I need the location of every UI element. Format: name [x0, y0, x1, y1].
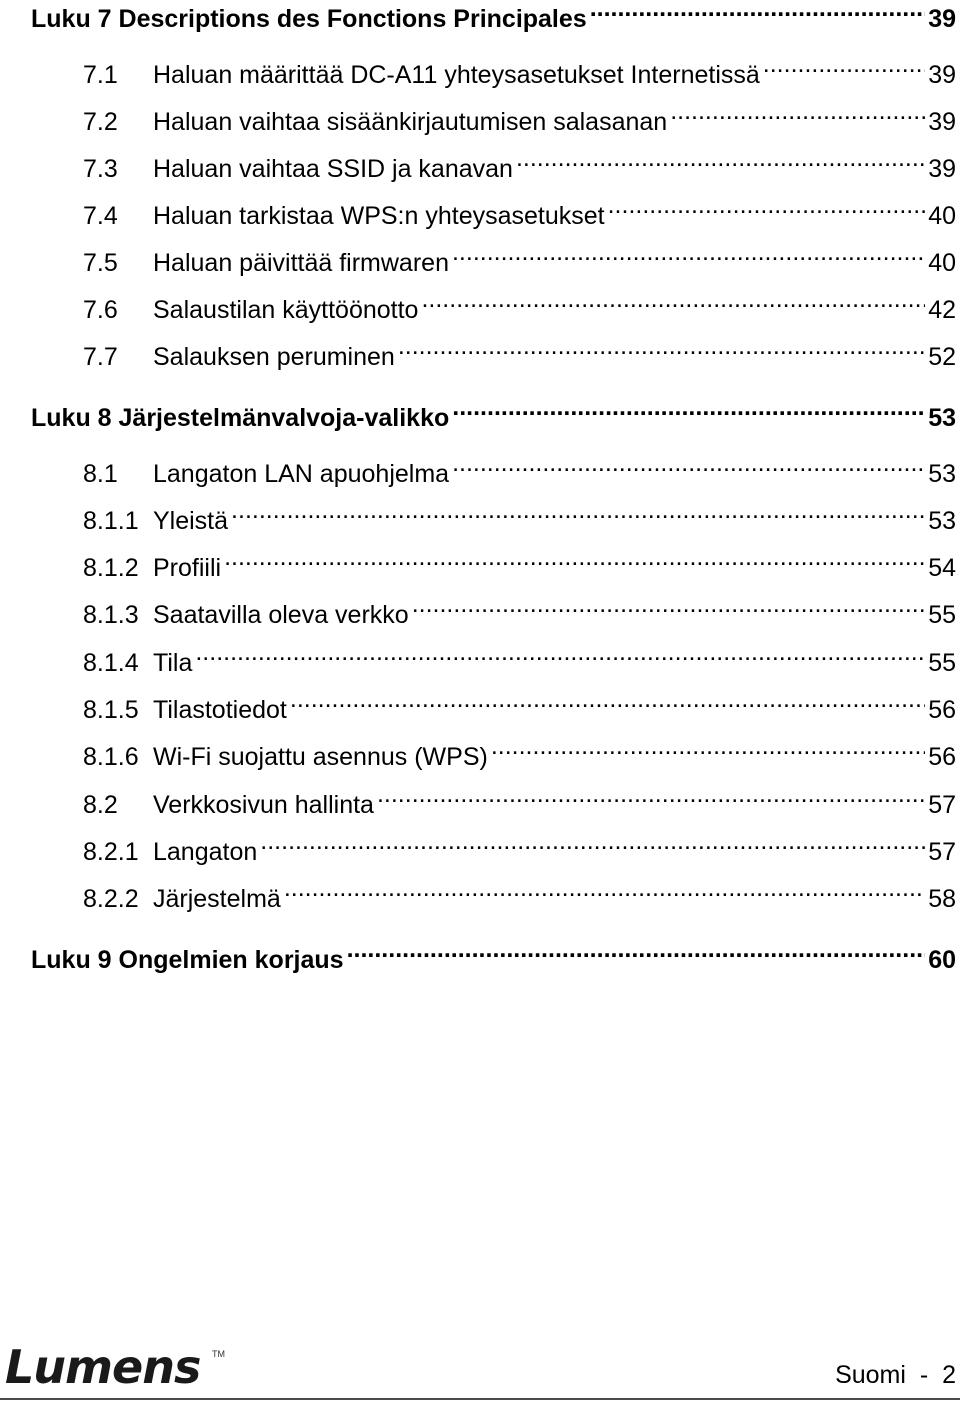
- toc-chapter-8[interactable]: [31, 396, 956, 433]
- footer-page-label: [835, 1360, 956, 1390]
- toc-leader: [491, 735, 925, 765]
- toc-title: Haluan päivittää firmwaren: [153, 249, 449, 277]
- toc-leader: [195, 641, 925, 671]
- toc-page-number: 39: [928, 61, 956, 89]
- footer-language: Suomi: [835, 1361, 906, 1389]
- toc-title: Luku 9 Ongelmien korjaus: [31, 946, 344, 974]
- trademark-mark: TM: [212, 1349, 225, 1359]
- toc-page-number: 39: [928, 108, 956, 136]
- toc-page-number: 52: [928, 343, 956, 371]
- footer-divider: [0, 1398, 960, 1400]
- toc-title: Haluan määrittää DC-A11 yhteysasetukset Internetissä: [153, 61, 760, 89]
- toc-section-number: 8.2.2: [83, 885, 139, 913]
- toc-leader: [224, 546, 925, 576]
- toc-title: Haluan vaihtaa SSID ja kanavan: [153, 155, 513, 183]
- toc-leader: [670, 100, 925, 130]
- toc-title: Profiili: [153, 554, 222, 582]
- toc-section-number: 8.2.1: [83, 838, 139, 866]
- toc-section-number: 8.1.3: [83, 601, 139, 629]
- toc-page-number: 57: [928, 838, 956, 866]
- toc-section-8-2-1[interactable]: [83, 830, 956, 867]
- toc-section-number: 7.7: [83, 343, 118, 371]
- toc-section-7-4[interactable]: [83, 194, 956, 231]
- toc-leader: [763, 53, 925, 83]
- toc-title: Luku 7 Descriptions des Fonctions Principales: [31, 5, 587, 33]
- toc-title: Haluan vaihtaa sisäänkirjautumisen salasanan: [153, 108, 668, 136]
- toc-leader: [284, 877, 925, 907]
- toc-page-number: 40: [928, 249, 956, 277]
- toc-section-7-7[interactable]: [83, 335, 956, 372]
- toc-page-number: 58: [928, 885, 956, 913]
- toc-leader: [260, 830, 925, 860]
- toc-section-number: 8.1.2: [83, 554, 139, 582]
- toc-page-number: 53: [928, 460, 956, 488]
- toc-leader: [452, 241, 925, 271]
- toc-section-number: 8.2: [83, 791, 118, 819]
- toc-section-8-1-3[interactable]: [83, 593, 956, 630]
- toc-chapter-7[interactable]: [31, 0, 956, 34]
- toc-page-number: 39: [928, 5, 956, 33]
- toc-title: Langaton: [153, 838, 258, 866]
- toc-page-number: 56: [928, 696, 956, 724]
- toc-section-8-1-4[interactable]: [83, 641, 956, 678]
- toc-section-7-1[interactable]: [83, 53, 956, 90]
- toc-leader: [398, 335, 925, 365]
- toc-page-number: 53: [928, 404, 956, 432]
- toc-section-number: 8.1.5: [83, 696, 139, 724]
- toc-title: Tila: [153, 649, 193, 677]
- toc-section-number: 7.6: [83, 296, 118, 324]
- toc-page-number: 56: [928, 743, 956, 771]
- toc-leader: [290, 688, 925, 718]
- toc-leader: [452, 452, 925, 482]
- toc-title: Wi-Fi suojattu asennus (WPS): [153, 743, 488, 771]
- toc-section-8-1-1[interactable]: [83, 499, 956, 536]
- toc-page-number: 60: [928, 946, 956, 974]
- toc-title: Verkkosivun hallinta: [153, 791, 374, 819]
- toc-page-number: 53: [928, 507, 956, 535]
- toc-section-8-1-6[interactable]: [83, 735, 956, 772]
- toc-section-8-1[interactable]: [83, 452, 956, 489]
- toc-page-number: 55: [928, 601, 956, 629]
- toc-leader: [516, 147, 925, 177]
- toc-leader: [347, 938, 926, 968]
- toc-page-number: 57: [928, 791, 956, 819]
- toc-title: Haluan tarkistaa WPS:n yhteysasetukset: [153, 202, 605, 230]
- toc-section-number: 7.1: [83, 61, 118, 89]
- toc-section-7-5[interactable]: [83, 241, 956, 278]
- toc-section-7-6[interactable]: [83, 288, 956, 325]
- lumens-logo: Lumens: [5, 1340, 201, 1394]
- toc-page-number: 42: [928, 296, 956, 324]
- toc-title: Langaton LAN apuohjelma: [153, 460, 450, 488]
- toc-title: Salauksen peruminen: [153, 343, 395, 371]
- toc-leader: [421, 288, 925, 318]
- toc-section-8-2[interactable]: [83, 783, 956, 820]
- toc-section-8-1-5[interactable]: [83, 688, 956, 725]
- toc-section-7-3[interactable]: [83, 147, 956, 184]
- footer-separator: -: [919, 1361, 929, 1389]
- toc-title: Tilastotiedot: [153, 696, 287, 724]
- footer-page-number: 2: [942, 1361, 956, 1389]
- toc-section-number: 7.3: [83, 155, 118, 183]
- toc-chapter-9[interactable]: [31, 938, 956, 975]
- toc-section-number: 7.4: [83, 202, 118, 230]
- toc-section-number: 7.5: [83, 249, 118, 277]
- toc-page-number: 55: [928, 649, 956, 677]
- toc-title: Luku 8 Järjestelmänvalvoja-valikko: [31, 404, 450, 432]
- toc-section-7-2[interactable]: [83, 100, 956, 137]
- toc-section-number: 8.1.6: [83, 743, 139, 771]
- toc-section-number: 8.1.4: [83, 649, 139, 677]
- toc-section-number: 8.1: [83, 460, 118, 488]
- toc-leader: [412, 593, 925, 623]
- toc-title: Saatavilla oleva verkko: [153, 601, 409, 629]
- toc-title: Järjestelmä: [153, 885, 281, 913]
- toc-section-8-1-2[interactable]: [83, 546, 956, 583]
- toc-leader: [608, 194, 926, 224]
- toc-page-number: 39: [928, 155, 956, 183]
- toc-section-8-2-2[interactable]: [83, 877, 956, 914]
- toc-section-number: 7.2: [83, 108, 118, 136]
- toc-leader: [377, 783, 925, 813]
- toc-leader: [231, 499, 925, 529]
- toc-section-number: 8.1.1: [83, 507, 139, 535]
- toc-page-number: 40: [928, 202, 956, 230]
- toc-page-number: 54: [928, 554, 956, 582]
- toc-title: Salaustilan käyttöönotto: [153, 296, 419, 324]
- toc-leader: [452, 396, 925, 426]
- toc-leader: [590, 0, 925, 27]
- toc-title: Yleistä: [153, 507, 229, 535]
